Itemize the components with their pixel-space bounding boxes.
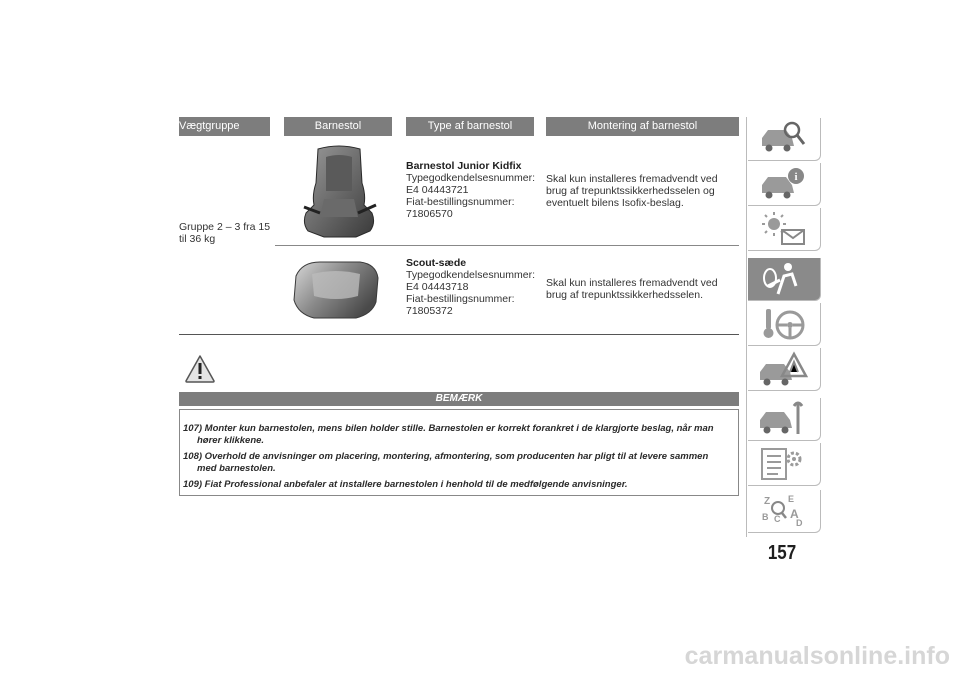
document-gear-icon [758, 445, 808, 483]
alphabet-index-icon [758, 492, 808, 530]
watermark: carmanualsonline.info [684, 642, 950, 670]
notice-item-107 [183, 423, 733, 447]
svg-text:A: A [790, 507, 799, 521]
notice-title: BEMÆRK [179, 392, 739, 406]
header-weight-group: Vægtgruppe [179, 117, 270, 136]
row-divider [275, 245, 739, 246]
nav-car-search[interactable] [748, 118, 821, 161]
scout-type-label: Typegodkendelsesnummer: [406, 269, 535, 281]
svg-text:B: B [762, 512, 769, 522]
kidfix-order-number: 71806570 [406, 208, 453, 220]
notice-cont: hører klikkene. [197, 435, 265, 446]
scout-details [406, 257, 538, 317]
car-info-icon [758, 165, 808, 203]
nav-car-warning[interactable] [748, 348, 821, 391]
notice-num: 107) [183, 423, 203, 434]
car-search-icon [758, 120, 808, 158]
kidfix-details [406, 160, 538, 220]
key-steering-wheel-icon [758, 305, 808, 343]
svg-text:E: E [788, 494, 795, 504]
nav-car-tools[interactable] [748, 398, 821, 441]
scout-mounting: Skal kun installeres fremadvendt ved brug af trepunktssikkerhedsselen. [546, 277, 718, 301]
kidfix-seat-image [296, 143, 382, 241]
scout-type-number: E4 04443718 [406, 281, 469, 293]
kidfix-name: Barnestol Junior Kidfix [406, 160, 522, 172]
notice-num: 108) [183, 451, 203, 462]
warning-icon [184, 354, 216, 384]
scout-name: Scout-sæde [406, 257, 467, 269]
header-child-seat: Barnestol [284, 117, 392, 136]
page-number: 157 [767, 542, 797, 564]
svg-text:Z: Z [764, 496, 771, 507]
notice-item-108 [183, 451, 733, 475]
car-tools-icon [758, 400, 808, 438]
kidfix-type-number: E4 04443721 [406, 184, 469, 196]
notice-text: Overhold de anvisninger om placering, montering, afmontering, som producenten har pligt til at levere sammen [204, 451, 709, 462]
svg-text:D: D [796, 518, 803, 528]
scout-order-number: 71805372 [406, 305, 453, 317]
kidfix-order-label: Fiat-bestillingsnummer: [406, 196, 515, 208]
sidebar-border [746, 117, 747, 537]
light-message-icon [758, 210, 808, 248]
nav-alphabet-index[interactable] [748, 490, 821, 533]
nav-document-gear[interactable] [748, 443, 821, 486]
table-bottom-rule [179, 334, 739, 335]
nav-light-message[interactable] [748, 208, 821, 251]
svg-text:C: C [774, 514, 781, 524]
nav-airbag-person[interactable] [748, 258, 821, 301]
nav-key-steering[interactable] [748, 303, 821, 346]
notice-text: Monter kun barnestolen, mens bilen holder stille. Barnestolen er korrekt forankret i de klargjorte beslag, når man [204, 423, 714, 434]
kidfix-mounting: Skal kun installeres fremadvendt ved brug af trepunktssikkerhedsselen og eventuelt bilens Isofix-beslag. [546, 173, 718, 209]
header-seat-type: Type af barnestol [406, 117, 534, 136]
svg-text:i: i [794, 171, 798, 183]
notice-text: Fiat Professional anbefaler at installere barnestolen i henhold til de medfølgende anvisninger. [204, 479, 628, 490]
car-warning-icon [758, 350, 808, 388]
kidfix-type-label: Typegodkendelsesnummer: [406, 172, 535, 184]
nav-car-info[interactable] [748, 163, 821, 206]
notice-item-109 [183, 479, 733, 491]
airbag-person-icon [758, 260, 808, 298]
notice-cont: med barnestolen. [197, 463, 276, 474]
notice-num: 109) [183, 479, 203, 490]
weight-group-label: Gruppe 2 – 3 fra 15 til 36 kg [179, 221, 271, 245]
scout-order-label: Fiat-bestillingsnummer: [406, 293, 515, 305]
scout-seat-image [290, 256, 382, 322]
header-mounting: Montering af barnestol [546, 117, 739, 136]
